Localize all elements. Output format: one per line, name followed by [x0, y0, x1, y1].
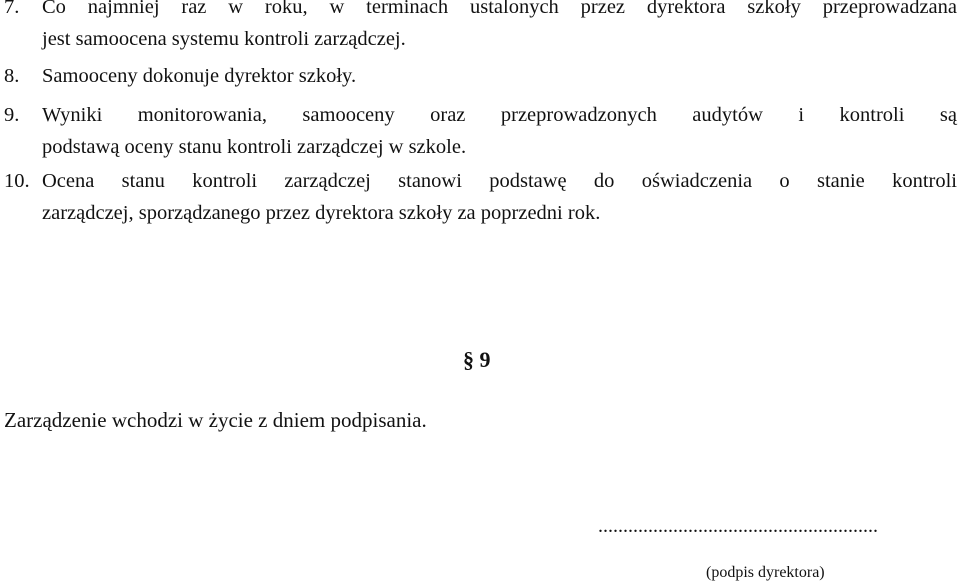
signature-caption: (podpis dyrektora)	[706, 564, 825, 581]
list-item-number: 9.	[4, 104, 20, 126]
list-item-text-line-1: Samooceny dokonuje dyrektor szkoły.	[42, 65, 357, 87]
list-item-10	[4, 165, 957, 229]
signature-line: ........................................................	[598, 515, 878, 537]
list-item-9	[4, 99, 957, 163]
list-item-text-line-1: Ocena stanu kontroli zarządczej stanowi podstawę do oświadczenia o stanie kontroli	[42, 170, 957, 192]
list-item-number: 8.	[4, 65, 20, 87]
list-item-8	[4, 60, 957, 92]
list-item-text-line-2: podstawą oceny stanu kontroli zarządczej w szkole.	[42, 136, 467, 158]
list-item-number: 7.	[4, 0, 20, 18]
list-item-text-line-1: Co najmniej raz w roku, w terminach ustalonych przez dyrektora szkoły przeprowadzana	[42, 0, 957, 18]
closing-statement: Zarządzenie wchodzi w życie z dniem podpisania.	[4, 408, 427, 432]
list-item-number: 10.	[4, 170, 30, 192]
paragraph-title: § 9	[463, 347, 491, 372]
list-item-10-body	[4, 165, 957, 229]
list-item-8-body	[4, 60, 957, 92]
list-item-7	[4, 0, 957, 55]
list-item-7-body	[4, 0, 957, 55]
list-item-text-line-1: Wyniki monitorowania, samooceny oraz przeprowadzonych audytów i kontroli są	[42, 104, 957, 126]
list-item-9-body	[4, 99, 957, 163]
list-item-text-line-2: jest samoocena systemu kontroli zarządczej.	[42, 28, 406, 50]
list-item-text-line-2: zarządczej, sporządzanego przez dyrektora szkoły za poprzedni rok.	[42, 202, 601, 224]
